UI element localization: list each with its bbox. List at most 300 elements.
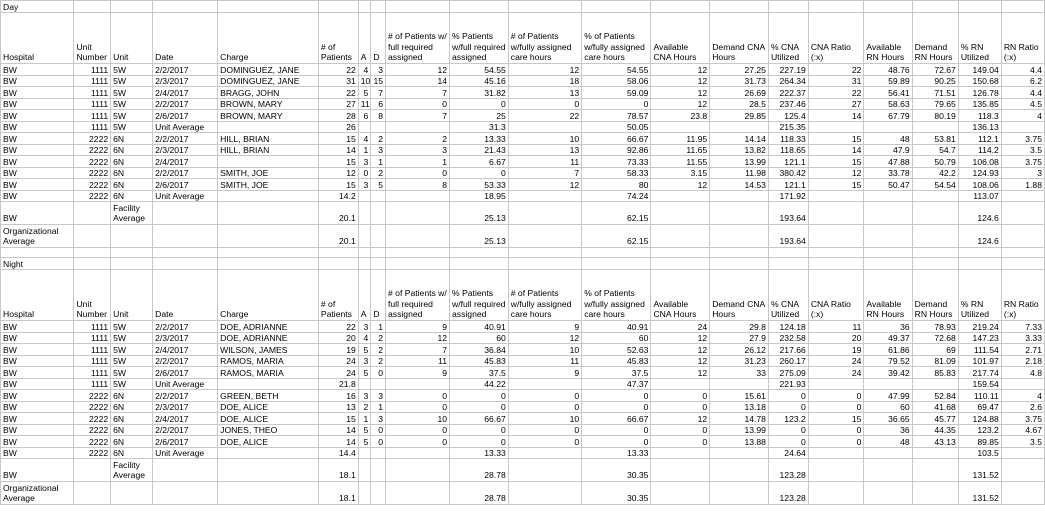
- cell[interactable]: [218, 190, 319, 202]
- cell[interactable]: RAMOS, MARIA: [218, 367, 319, 379]
- column-header[interactable]: # of Patients w/fully assigned care hours: [508, 13, 581, 64]
- cell[interactable]: [371, 378, 386, 390]
- cell[interactable]: 124.6: [958, 202, 1001, 225]
- cell[interactable]: 1: [386, 156, 450, 168]
- cell[interactable]: 2.6: [1001, 401, 1044, 413]
- cell[interactable]: [386, 248, 450, 258]
- cell[interactable]: 47.99: [864, 390, 912, 402]
- cell[interactable]: 1111: [74, 355, 111, 367]
- cell[interactable]: 118.65: [768, 144, 808, 156]
- column-header[interactable]: Unit: [111, 270, 153, 321]
- cell[interactable]: [153, 1, 218, 13]
- cell[interactable]: BW: [1, 110, 74, 122]
- cell[interactable]: [508, 225, 581, 248]
- cell[interactable]: 5: [358, 436, 371, 448]
- cell[interactable]: BW: [1, 367, 74, 379]
- cell[interactable]: [912, 202, 958, 225]
- cell[interactable]: BW: [1, 202, 74, 225]
- cell[interactable]: 79.65: [912, 98, 958, 110]
- cell[interactable]: 6N: [111, 144, 153, 156]
- cell[interactable]: 4.67: [1001, 424, 1044, 436]
- cell[interactable]: [864, 225, 912, 248]
- cell[interactable]: 4.4: [1001, 64, 1044, 76]
- cell[interactable]: 2: [371, 133, 386, 145]
- cell[interactable]: 14.4: [318, 447, 358, 459]
- cell[interactable]: 112.1: [958, 133, 1001, 145]
- cell[interactable]: 2/2/2017: [153, 390, 218, 402]
- column-header[interactable]: # of Patients w/ full required assigned: [386, 13, 450, 64]
- cell[interactable]: BW: [1, 447, 74, 459]
- cell[interactable]: [768, 1, 808, 13]
- column-header[interactable]: % of Patients w/fully assigned care hours: [582, 13, 651, 64]
- cell[interactable]: 2/3/2017: [153, 75, 218, 87]
- cell[interactable]: BW: [1, 75, 74, 87]
- cell[interactable]: 0: [386, 436, 450, 448]
- cell[interactable]: 2/2/2017: [153, 355, 218, 367]
- cell[interactable]: [912, 258, 958, 270]
- cell[interactable]: 0: [582, 390, 651, 402]
- cell[interactable]: 13.82: [710, 144, 769, 156]
- cell[interactable]: 60: [582, 332, 651, 344]
- column-header[interactable]: Demand CNA Hours: [710, 13, 769, 64]
- cell[interactable]: BW: [1, 344, 74, 356]
- cell[interactable]: 80: [582, 179, 651, 191]
- cell[interactable]: 33: [710, 367, 769, 379]
- cell[interactable]: 5: [371, 179, 386, 191]
- cell[interactable]: [958, 258, 1001, 270]
- cell[interactable]: 66.67: [582, 413, 651, 425]
- cell[interactable]: 78.57: [582, 110, 651, 122]
- cell[interactable]: 2222: [74, 144, 111, 156]
- cell[interactable]: 0: [651, 390, 710, 402]
- cell[interactable]: 12: [651, 332, 710, 344]
- cell[interactable]: 3: [358, 390, 371, 402]
- cell[interactable]: [808, 258, 864, 270]
- cell[interactable]: 26.69: [710, 87, 769, 99]
- cell[interactable]: 3: [358, 179, 371, 191]
- cell[interactable]: 1: [358, 144, 371, 156]
- cell[interactable]: 24.64: [768, 447, 808, 459]
- cell[interactable]: 7: [386, 87, 450, 99]
- cell[interactable]: 221.93: [768, 378, 808, 390]
- cell[interactable]: [218, 258, 319, 270]
- cell[interactable]: 12: [651, 367, 710, 379]
- cell[interactable]: [808, 459, 864, 482]
- cell[interactable]: [864, 1, 912, 13]
- cell[interactable]: 45.16: [450, 75, 509, 87]
- cell[interactable]: 217.74: [958, 367, 1001, 379]
- cell[interactable]: [710, 190, 769, 202]
- cell[interactable]: [318, 248, 358, 258]
- cell[interactable]: [864, 202, 912, 225]
- cell[interactable]: 10: [358, 75, 371, 87]
- cell[interactable]: 2222: [74, 190, 111, 202]
- cell[interactable]: 13: [508, 87, 581, 99]
- cell[interactable]: 150.68: [958, 75, 1001, 87]
- cell[interactable]: 20: [318, 332, 358, 344]
- cell[interactable]: 14.2: [318, 190, 358, 202]
- cell[interactable]: Unit Average: [153, 121, 218, 133]
- cell[interactable]: 0: [768, 401, 808, 413]
- cell[interactable]: [218, 202, 319, 225]
- cell[interactable]: 12: [651, 98, 710, 110]
- cell[interactable]: 50.79: [912, 156, 958, 168]
- cell[interactable]: 260.17: [768, 355, 808, 367]
- cell[interactable]: [386, 202, 450, 225]
- cell[interactable]: 15: [318, 413, 358, 425]
- cell[interactable]: 89.85: [958, 436, 1001, 448]
- cell[interactable]: 3.75: [1001, 156, 1044, 168]
- cell[interactable]: 14: [318, 424, 358, 436]
- cell[interactable]: [912, 190, 958, 202]
- cell[interactable]: 62.15: [582, 225, 651, 248]
- cell[interactable]: 11: [386, 355, 450, 367]
- cell[interactable]: [864, 482, 912, 505]
- cell[interactable]: 8: [386, 179, 450, 191]
- cell[interactable]: 7: [371, 87, 386, 99]
- cell[interactable]: 171.92: [768, 190, 808, 202]
- column-header[interactable]: # of Patients: [318, 13, 358, 64]
- cell[interactable]: SMITH, JOE: [218, 179, 319, 191]
- cell[interactable]: 5W: [111, 378, 153, 390]
- cell[interactable]: 31.73: [710, 75, 769, 87]
- cell[interactable]: 19: [808, 344, 864, 356]
- cell[interactable]: 10: [386, 413, 450, 425]
- cell[interactable]: 5W: [111, 355, 153, 367]
- cell[interactable]: [710, 1, 769, 13]
- cell[interactable]: 11: [808, 321, 864, 333]
- cell[interactable]: 3.5: [1001, 144, 1044, 156]
- cell[interactable]: 0: [386, 424, 450, 436]
- cell[interactable]: [218, 459, 319, 482]
- cell[interactable]: 3: [358, 156, 371, 168]
- cell[interactable]: [111, 248, 153, 258]
- cell[interactable]: 14: [808, 144, 864, 156]
- cell[interactable]: [318, 1, 358, 13]
- cell[interactable]: HILL, BRIAN: [218, 133, 319, 145]
- cell[interactable]: DOE, ALICE: [218, 413, 319, 425]
- cell[interactable]: BW: [1, 64, 74, 76]
- cell[interactable]: DOE, ALICE: [218, 436, 319, 448]
- cell[interactable]: [1001, 190, 1044, 202]
- cell[interactable]: 22: [318, 64, 358, 76]
- cell[interactable]: 14.78: [710, 413, 769, 425]
- cell[interactable]: 10: [508, 413, 581, 425]
- cell[interactable]: [710, 258, 769, 270]
- cell[interactable]: 0: [582, 424, 651, 436]
- cell[interactable]: GREEN, BETH: [218, 390, 319, 402]
- cell[interactable]: 31.82: [450, 87, 509, 99]
- cell[interactable]: 80.19: [912, 110, 958, 122]
- cell[interactable]: 67.79: [864, 110, 912, 122]
- cell[interactable]: 2/6/2017: [153, 179, 218, 191]
- cell[interactable]: 18.1: [318, 459, 358, 482]
- cell[interactable]: [153, 248, 218, 258]
- cell[interactable]: [371, 482, 386, 505]
- cell[interactable]: 6: [371, 98, 386, 110]
- cell[interactable]: 13.33: [450, 133, 509, 145]
- column-header[interactable]: % RN Utilized: [958, 270, 1001, 321]
- cell[interactable]: 118.3: [958, 110, 1001, 122]
- cell[interactable]: [358, 190, 371, 202]
- cell[interactable]: 2/4/2017: [153, 413, 218, 425]
- cell[interactable]: 131.52: [958, 482, 1001, 505]
- cell[interactable]: 48: [864, 133, 912, 145]
- cell[interactable]: 1: [371, 156, 386, 168]
- cell[interactable]: [912, 1, 958, 13]
- cell[interactable]: BW: [1, 190, 74, 202]
- cell[interactable]: 0: [450, 390, 509, 402]
- cell[interactable]: 31.23: [710, 355, 769, 367]
- cell[interactable]: 24: [318, 367, 358, 379]
- cell[interactable]: 11: [508, 355, 581, 367]
- cell[interactable]: 4.8: [1001, 367, 1044, 379]
- cell[interactable]: 28.5: [710, 98, 769, 110]
- cell[interactable]: 11.55: [651, 156, 710, 168]
- cell[interactable]: [371, 248, 386, 258]
- cell[interactable]: 21.43: [450, 144, 509, 156]
- cell[interactable]: 5W: [111, 64, 153, 76]
- cell[interactable]: [508, 190, 581, 202]
- cell[interactable]: 0: [651, 424, 710, 436]
- cell[interactable]: 237.46: [768, 98, 808, 110]
- cell[interactable]: [386, 121, 450, 133]
- cell[interactable]: BW: [1, 378, 74, 390]
- cell[interactable]: [651, 1, 710, 13]
- cell[interactable]: [74, 258, 111, 270]
- cell[interactable]: 5W: [111, 121, 153, 133]
- cell[interactable]: 3.33: [1001, 332, 1044, 344]
- cell[interactable]: 1111: [74, 98, 111, 110]
- cell[interactable]: 69.47: [958, 401, 1001, 413]
- cell[interactable]: 0: [450, 436, 509, 448]
- cell[interactable]: 4: [358, 332, 371, 344]
- cell[interactable]: 3: [371, 144, 386, 156]
- cell[interactable]: [386, 1, 450, 13]
- cell[interactable]: 2: [358, 401, 371, 413]
- cell[interactable]: [651, 202, 710, 225]
- cell[interactable]: 124.88: [958, 413, 1001, 425]
- cell[interactable]: 0: [808, 424, 864, 436]
- cell[interactable]: [582, 248, 651, 258]
- cell[interactable]: 22: [808, 87, 864, 99]
- cell[interactable]: [1001, 378, 1044, 390]
- cell[interactable]: 22: [808, 64, 864, 76]
- cell[interactable]: 0: [808, 436, 864, 448]
- cell[interactable]: [218, 482, 319, 505]
- cell[interactable]: 101.97: [958, 355, 1001, 367]
- cell[interactable]: 30.35: [582, 459, 651, 482]
- cell[interactable]: Facility Average: [111, 459, 153, 482]
- cell[interactable]: [371, 447, 386, 459]
- column-header[interactable]: # of Patients: [318, 270, 358, 321]
- cell[interactable]: 0: [582, 98, 651, 110]
- cell[interactable]: [74, 482, 111, 505]
- cell[interactable]: 49.37: [864, 332, 912, 344]
- cell[interactable]: 1.88: [1001, 179, 1044, 191]
- cell[interactable]: [450, 248, 509, 258]
- cell[interactable]: [912, 248, 958, 258]
- cell[interactable]: [808, 378, 864, 390]
- cell[interactable]: [1001, 225, 1044, 248]
- cell[interactable]: 0: [386, 98, 450, 110]
- cell[interactable]: 50.47: [864, 179, 912, 191]
- cell[interactable]: 2222: [74, 401, 111, 413]
- cell[interactable]: 6: [358, 110, 371, 122]
- cell[interactable]: [1001, 248, 1044, 258]
- cell[interactable]: 3: [1001, 167, 1044, 179]
- cell[interactable]: 50.05: [582, 121, 651, 133]
- cell[interactable]: 124.18: [768, 321, 808, 333]
- cell[interactable]: 136.13: [958, 121, 1001, 133]
- cell[interactable]: 18.95: [450, 190, 509, 202]
- cell[interactable]: 41.68: [912, 401, 958, 413]
- cell[interactable]: 4: [358, 64, 371, 76]
- cell[interactable]: 5W: [111, 321, 153, 333]
- cell[interactable]: 110.11: [958, 390, 1001, 402]
- cell[interactable]: [508, 378, 581, 390]
- cell[interactable]: [710, 378, 769, 390]
- cell[interactable]: 12: [508, 332, 581, 344]
- column-header[interactable]: Date: [153, 13, 218, 64]
- cell[interactable]: 0: [450, 167, 509, 179]
- cell[interactable]: 6N: [111, 436, 153, 448]
- cell[interactable]: [508, 248, 581, 258]
- cell[interactable]: [386, 482, 450, 505]
- cell[interactable]: 0: [450, 401, 509, 413]
- cell[interactable]: [710, 447, 769, 459]
- cell[interactable]: 15: [808, 133, 864, 145]
- column-header[interactable]: CNA Ratio (:x): [808, 270, 864, 321]
- cell[interactable]: 3: [371, 390, 386, 402]
- cell[interactable]: 10: [508, 133, 581, 145]
- cell[interactable]: Organizational Average: [1, 225, 74, 248]
- cell[interactable]: 3.75: [1001, 413, 1044, 425]
- cell[interactable]: 0: [768, 390, 808, 402]
- cell[interactable]: 52.84: [912, 390, 958, 402]
- cell[interactable]: 149.04: [958, 64, 1001, 76]
- cell[interactable]: 18.1: [318, 482, 358, 505]
- column-header[interactable]: Demand RN Hours: [912, 13, 958, 64]
- cell[interactable]: 147.23: [958, 332, 1001, 344]
- cell[interactable]: 3: [371, 64, 386, 76]
- cell[interactable]: BW: [1, 167, 74, 179]
- cell[interactable]: 15: [318, 133, 358, 145]
- cell[interactable]: [386, 190, 450, 202]
- cell[interactable]: 9: [508, 367, 581, 379]
- column-header[interactable]: % of Patients w/fully assigned care hours: [582, 270, 651, 321]
- cell[interactable]: 217.66: [768, 344, 808, 356]
- cell[interactable]: 0: [508, 98, 581, 110]
- cell[interactable]: 13.88: [710, 436, 769, 448]
- cell[interactable]: [1001, 258, 1044, 270]
- cell[interactable]: 2/2/2017: [153, 321, 218, 333]
- cell[interactable]: [651, 482, 710, 505]
- column-header[interactable]: Date: [153, 270, 218, 321]
- cell[interactable]: 6.67: [450, 156, 509, 168]
- cell[interactable]: 3: [358, 321, 371, 333]
- cell[interactable]: 124.6: [958, 225, 1001, 248]
- cell[interactable]: BW: [1, 121, 74, 133]
- column-header[interactable]: Demand CNA Hours: [710, 270, 769, 321]
- cell[interactable]: 219.24: [958, 321, 1001, 333]
- cell[interactable]: [153, 459, 218, 482]
- column-header[interactable]: A: [358, 13, 371, 64]
- cell[interactable]: 12: [651, 179, 710, 191]
- cell[interactable]: 1111: [74, 121, 111, 133]
- cell[interactable]: 6N: [111, 424, 153, 436]
- cell[interactable]: 3.75: [1001, 133, 1044, 145]
- cell[interactable]: 37.5: [582, 367, 651, 379]
- cell[interactable]: 15: [808, 179, 864, 191]
- column-header[interactable]: D: [371, 13, 386, 64]
- cell[interactable]: 2/4/2017: [153, 87, 218, 99]
- cell[interactable]: 5W: [111, 332, 153, 344]
- cell[interactable]: [111, 482, 153, 505]
- cell[interactable]: 6N: [111, 167, 153, 179]
- cell[interactable]: 5W: [111, 367, 153, 379]
- cell[interactable]: Unit Average: [153, 378, 218, 390]
- cell[interactable]: 1111: [74, 367, 111, 379]
- cell[interactable]: [912, 447, 958, 459]
- cell[interactable]: 79.52: [864, 355, 912, 367]
- cell[interactable]: [153, 202, 218, 225]
- cell[interactable]: 380.42: [768, 167, 808, 179]
- cell[interactable]: 12: [651, 75, 710, 87]
- cell[interactable]: [768, 258, 808, 270]
- cell[interactable]: BW: [1, 355, 74, 367]
- cell[interactable]: [808, 482, 864, 505]
- cell[interactable]: 232.58: [768, 332, 808, 344]
- column-header[interactable]: D: [371, 270, 386, 321]
- cell[interactable]: DOMINGUEZ, JANE: [218, 75, 319, 87]
- cell[interactable]: 59.89: [864, 75, 912, 87]
- cell[interactable]: Unit Average: [153, 447, 218, 459]
- column-header[interactable]: A: [358, 270, 371, 321]
- cell[interactable]: 124.93: [958, 167, 1001, 179]
- cell[interactable]: [508, 459, 581, 482]
- cell[interactable]: 7: [386, 344, 450, 356]
- cell[interactable]: 71.51: [912, 87, 958, 99]
- cell[interactable]: 26: [318, 121, 358, 133]
- cell[interactable]: 2/2/2017: [153, 167, 218, 179]
- cell[interactable]: [358, 447, 371, 459]
- cell[interactable]: 0: [651, 401, 710, 413]
- cell[interactable]: [74, 459, 111, 482]
- cell[interactable]: 6N: [111, 413, 153, 425]
- cell[interactable]: [318, 258, 358, 270]
- cell[interactable]: 0: [508, 401, 581, 413]
- section-title[interactable]: Night: [1, 258, 74, 270]
- cell[interactable]: 2/4/2017: [153, 344, 218, 356]
- cell[interactable]: 72.67: [912, 64, 958, 76]
- cell[interactable]: 2222: [74, 447, 111, 459]
- cell[interactable]: 48: [864, 436, 912, 448]
- cell[interactable]: [912, 482, 958, 505]
- cell[interactable]: 13: [508, 144, 581, 156]
- cell[interactable]: 31: [318, 75, 358, 87]
- cell[interactable]: 7: [508, 167, 581, 179]
- cell[interactable]: 2: [371, 332, 386, 344]
- cell[interactable]: 90.25: [912, 75, 958, 87]
- cell[interactable]: 121.1: [768, 179, 808, 191]
- cell[interactable]: 43.13: [912, 436, 958, 448]
- column-header[interactable]: % Patients w/full required assigned: [450, 13, 509, 64]
- cell[interactable]: 44.35: [912, 424, 958, 436]
- cell[interactable]: 3: [358, 355, 371, 367]
- cell[interactable]: 0: [582, 401, 651, 413]
- cell[interactable]: [358, 378, 371, 390]
